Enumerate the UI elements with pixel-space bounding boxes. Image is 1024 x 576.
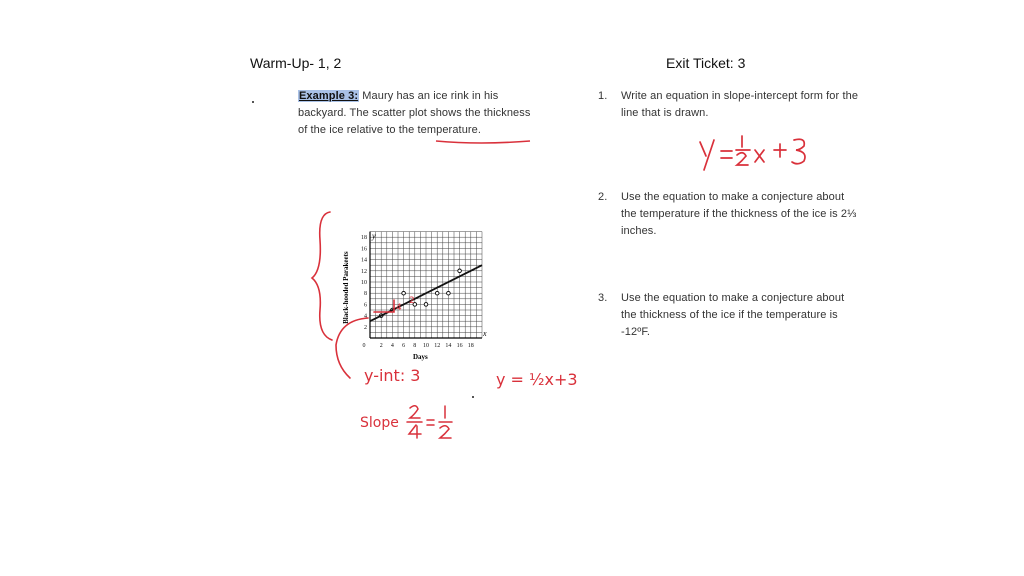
question-3-line: the thickness of the ice if the temperature is <box>621 309 838 321</box>
y-axis-letter: y <box>372 231 376 241</box>
y-tick-label: 4 <box>364 313 367 320</box>
y-tick-label: 6 <box>364 302 367 309</box>
example-line-2: backyard. The scatter plot shows the thickness <box>298 107 531 119</box>
y-tick-label: 10 <box>361 280 367 286</box>
curly-brace <box>312 212 332 340</box>
plot-handwriting <box>290 200 440 390</box>
y-tick-label: 2 <box>364 324 367 331</box>
y-intercept-note: y-int: 3 <box>364 366 421 385</box>
question-1-number: 1. <box>598 90 608 102</box>
y-axis-label: Black-hooded Parakeets <box>342 251 350 324</box>
question-1 <box>598 88 928 122</box>
example-label: Example 3: <box>299 90 359 102</box>
x-tick-label: 4 <box>390 343 394 349</box>
question-3-number: 3. <box>598 292 608 304</box>
y-tick-label: 12 <box>361 268 367 275</box>
example-paragraph <box>298 88 598 139</box>
y-tick-label: 8 <box>364 291 367 298</box>
question-2-line: Use the equation to make a conjecture about <box>621 191 845 203</box>
question-1-line: Write an equation in slope-intercept form for the <box>621 90 859 102</box>
question-3-line: Use the equation to make a conjecture about <box>621 292 845 304</box>
warm-up-title: Warm-Up- 1, 2 <box>250 55 342 71</box>
question-3 <box>598 290 928 341</box>
x-axis-label: Days <box>413 353 428 361</box>
y-tick-label: 18 <box>361 235 367 242</box>
question-3-line: -12ºF. <box>621 326 651 338</box>
x-tick-label: 12 <box>434 343 441 349</box>
x-tick-label: 10 <box>423 343 429 349</box>
data-point <box>447 291 451 295</box>
question-1-line: line that is drawn. <box>621 107 709 119</box>
stray-dot <box>472 396 474 398</box>
x-tick-label: 2 <box>379 343 383 349</box>
question-2-number: 2. <box>598 191 608 203</box>
example-line-3: of the ice relative to the temperature. <box>298 124 482 136</box>
slope-triangle <box>374 300 394 312</box>
x-tick-label: 0 <box>362 343 366 349</box>
rise-label: 2 <box>409 296 415 306</box>
slope-label: Slope <box>360 415 399 431</box>
equation-note: y = ½x+3 <box>496 370 578 389</box>
question-2 <box>598 189 928 240</box>
x-tick-label: 8 <box>413 343 417 349</box>
example-line-1: Maury has an ice rink in his <box>362 90 499 102</box>
x-tick-label: 18 <box>467 343 474 349</box>
x-tick-label: 14 <box>445 343 452 349</box>
data-point <box>458 269 462 273</box>
question-2-line: inches. <box>621 225 657 237</box>
y-tick-label: 14 <box>361 257 367 264</box>
answer-q1-handwriting <box>690 128 840 176</box>
x-tick-label: 16 <box>456 343 463 349</box>
y-tick-label: 16 <box>361 246 367 253</box>
run-label: 4 <box>396 303 402 313</box>
temperature-underline <box>430 136 540 146</box>
x-tick-label: 6 <box>402 343 406 349</box>
stray-dot <box>252 101 254 103</box>
exit-ticket-title: Exit Ticket: 3 <box>666 55 746 71</box>
question-2-line: the temperature if the thickness of the ice is 2⅓ <box>621 208 857 220</box>
slope-fractions <box>404 400 464 442</box>
x-axis-letter: x <box>483 329 487 338</box>
